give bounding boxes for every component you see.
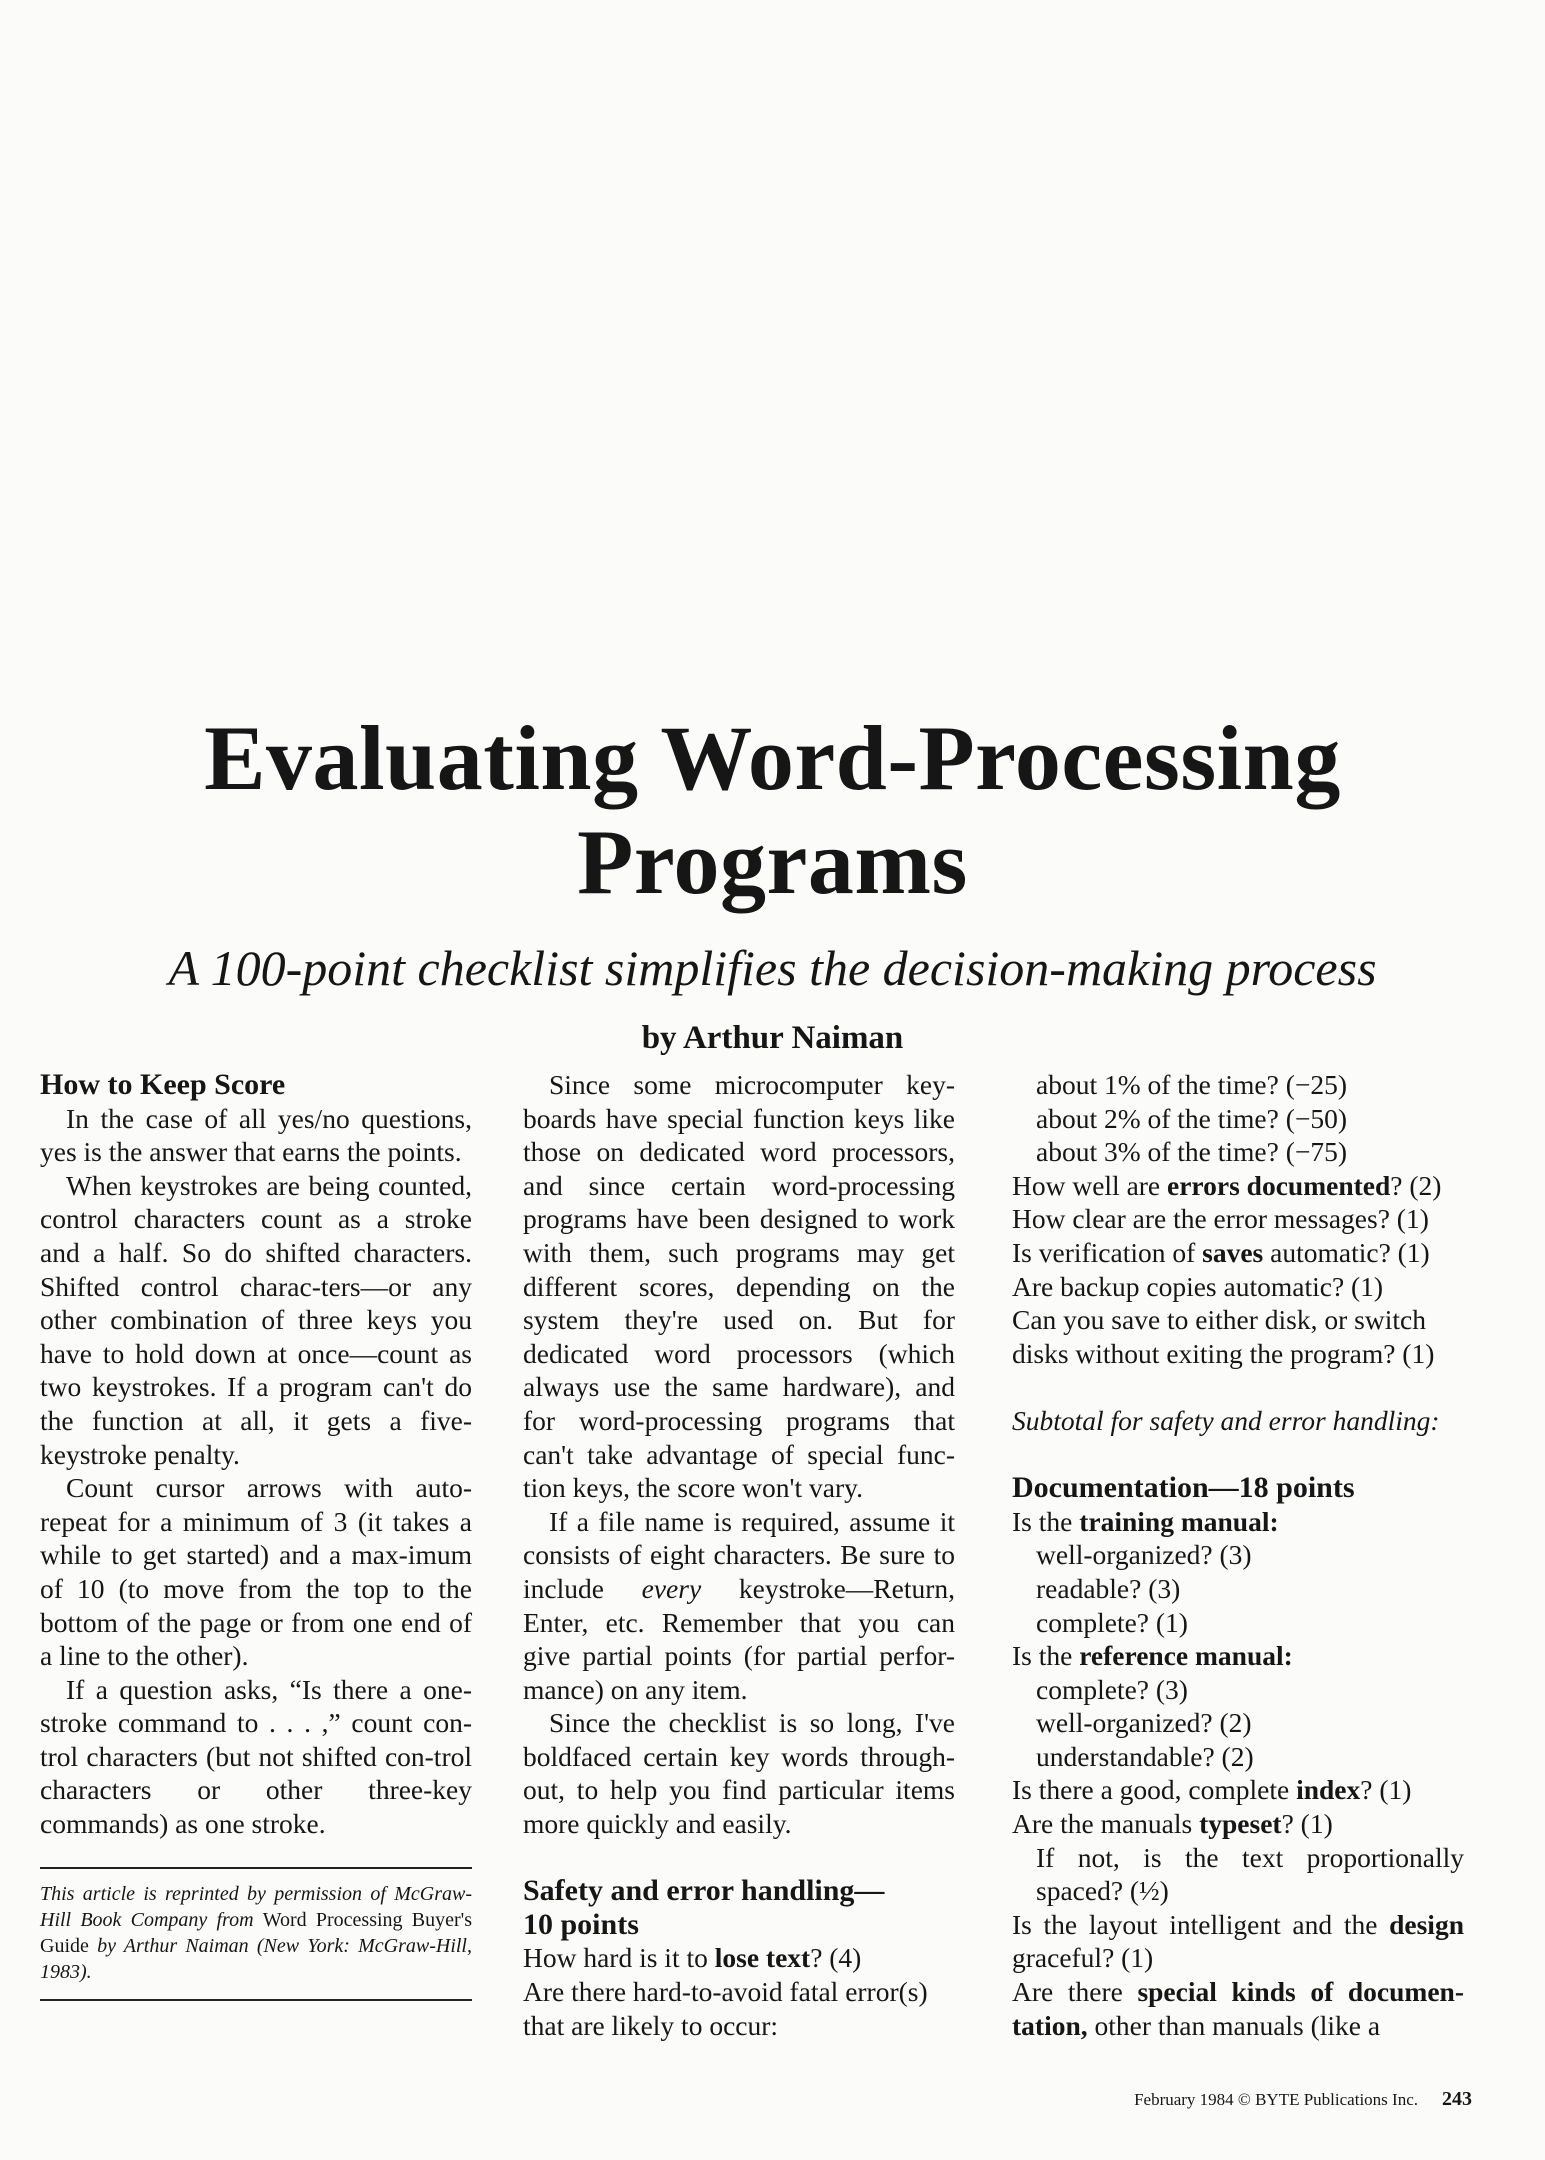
- paragraph: [523, 1505, 955, 1707]
- q-pre: Is there a good, complete: [1012, 1774, 1297, 1806]
- question-error-messages: How clear are the error messages? (1): [1012, 1203, 1429, 1235]
- question-proportional: If not, is the text proportionally spaced? (½): [1036, 1841, 1464, 1907]
- q-pre: Is the: [1012, 1640, 1080, 1672]
- question-reference-manual: [1012, 1639, 1464, 1673]
- paragraph: Since some microcomputer key-boards have special function keys like those on dedicated word processors, and since certain word-processing programs have been designed to work with them, such programs may get different scores, depending on the system they're used on. But for dedicated word processors (which always use the same hardware), and for word-processing programs that can't take advantage of special func-tion keys, the score won't vary.: [523, 1069, 955, 1504]
- list-item: well-organized? (2): [1036, 1707, 1252, 1739]
- title-line-2: Programs: [577, 811, 968, 913]
- q-post: other than manuals (like a: [1087, 2009, 1381, 2041]
- q-post: ? (4): [810, 1942, 862, 1974]
- footer-credit: February 1984 © BYTE Publications Inc.: [1134, 2090, 1418, 2109]
- column-2: [523, 1068, 955, 2042]
- note-text-post: by Arthur Naiman (New York: McGraw-Hill, 1983).: [40, 1934, 472, 1983]
- q-post: ? (2): [1390, 1169, 1442, 1201]
- q-pre: Is verification of: [1012, 1236, 1203, 1268]
- subtotal-safety: Subtotal for safety and error handling:: [1012, 1404, 1440, 1436]
- section-heading-documentation: Documentation—18 points: [1012, 1471, 1355, 1505]
- page-number: 243: [1442, 2088, 1472, 2110]
- question-index: [1012, 1773, 1464, 1807]
- list-item: about 3% of the time? (−75): [1036, 1136, 1348, 1168]
- q-keyword: training manual:: [1079, 1505, 1279, 1537]
- q-post: graceful? (1): [1012, 1942, 1154, 1974]
- q-pre: Are the manuals: [1012, 1808, 1200, 1840]
- list-item: about 2% of the time? (−50): [1036, 1102, 1348, 1134]
- question-lose-text: [523, 1941, 955, 1975]
- question-layout: [1012, 1908, 1464, 1975]
- article-subtitle: A 100-point checklist simplifies the decision-making process: [168, 940, 1377, 996]
- question-errors-documented: [1012, 1169, 1464, 1203]
- p2-post: keystroke—Return, Enter, etc. Remember that you can give partial points (for partial perfor-mance) on any item.: [523, 1572, 955, 1705]
- q-pre: Is the: [1012, 1505, 1080, 1537]
- list-item: understandable? (2): [1036, 1740, 1254, 1772]
- paragraph: If a question asks, “Is there a one-stroke command to . . . ,” count con-trol characters (but not shifted con-trol characters or other three-key commands) as one stroke.: [40, 1673, 472, 1840]
- question-training-manual: [1012, 1505, 1464, 1539]
- q-keyword: design: [1389, 1908, 1464, 1940]
- q-keyword: reference manual:: [1079, 1640, 1293, 1672]
- list-item: complete? (3): [1036, 1673, 1188, 1705]
- paragraph: Since the checklist is so long, I've boldfaced certain key words through-out, to help you find particular items more quickly and easily.: [523, 1707, 955, 1840]
- q-keyword: saves: [1202, 1236, 1264, 1268]
- question-switch-disks: Can you save to either disk, or switch disks without exiting the program? (1): [1012, 1304, 1435, 1369]
- q-keyword: special kinds of documen-tation,: [1012, 1976, 1464, 2041]
- q-keyword: errors documented: [1167, 1169, 1391, 1201]
- list-item: well-organized? (3): [1036, 1539, 1252, 1571]
- q-keyword: index: [1296, 1774, 1361, 1806]
- list-item: readable? (3): [1036, 1572, 1181, 1604]
- paragraph: In the case of all yes/no questions, yes is the answer that earns the points.: [40, 1102, 472, 1168]
- question-special-docs: [1012, 1975, 1464, 2042]
- q-pre: How well are: [1012, 1169, 1168, 1201]
- q-pre: Are there: [1012, 1976, 1138, 2008]
- column-3: [1012, 1068, 1464, 2042]
- q-pre: How hard is it to: [523, 1942, 715, 1974]
- paragraph: When keystrokes are being counted, control characters count as a stroke and a half. So do shifted characters. Shifted control charac-ters—or any other combination of three keys you have to hold down at once—count as two keystrokes. If a program can't do the function at all, it gets a five-keystroke penalty.: [40, 1169, 472, 1470]
- list-item: about 1% of the time? (−25): [1036, 1069, 1348, 1100]
- note-text-pre: This article is reprinted by permission of McGraw-Hill Book Company from: [40, 1882, 472, 1931]
- q-keyword: lose text: [714, 1942, 811, 1974]
- question-fatal-errors: Are there hard-to-avoid fatal error(s) that are likely to occur:: [523, 1976, 928, 2041]
- q-keyword: typeset: [1199, 1808, 1282, 1840]
- article-title: [0, 706, 1545, 914]
- q-post: ? (1): [1281, 1808, 1333, 1840]
- p2-pre: If a file name is required, assume it consists of eight characters. Be sure to include: [523, 1505, 955, 1604]
- q-pre: Is the layout intelligent and the: [1012, 1908, 1390, 1940]
- p2-emphasis: every: [641, 1572, 702, 1604]
- q-post: automatic? (1): [1263, 1236, 1430, 1268]
- page-footer: [1134, 2087, 1472, 2112]
- column-1: [40, 1068, 472, 2001]
- section-heading-safety: [523, 1874, 955, 1941]
- question-backup: Are backup copies automatic? (1): [1012, 1270, 1384, 1302]
- title-line-1: Evaluating Word-Processing: [204, 707, 1341, 809]
- reprint-note: [40, 1867, 472, 2001]
- note-book-title: Word Processing Buyer's Guide: [40, 1908, 472, 1957]
- list-item: complete? (1): [1036, 1606, 1188, 1638]
- question-typeset: [1012, 1807, 1464, 1841]
- q-post: ? (1): [1360, 1774, 1412, 1806]
- section-heading-keep-score: How to Keep Score: [40, 1068, 286, 1101]
- question-saves: [1012, 1236, 1464, 1270]
- heading-line-2: 10 points: [523, 1907, 639, 1941]
- byline: by Arthur Naiman: [641, 1020, 904, 1056]
- heading-line-1: Safety and error handling—: [523, 1874, 885, 1908]
- paragraph: Count cursor arrows with auto-repeat for a minimum of 3 (it takes a while to get started) and a max-imum of 10 (to move from the top to the bottom of the page or from one end of a line to the other).: [40, 1472, 472, 1672]
